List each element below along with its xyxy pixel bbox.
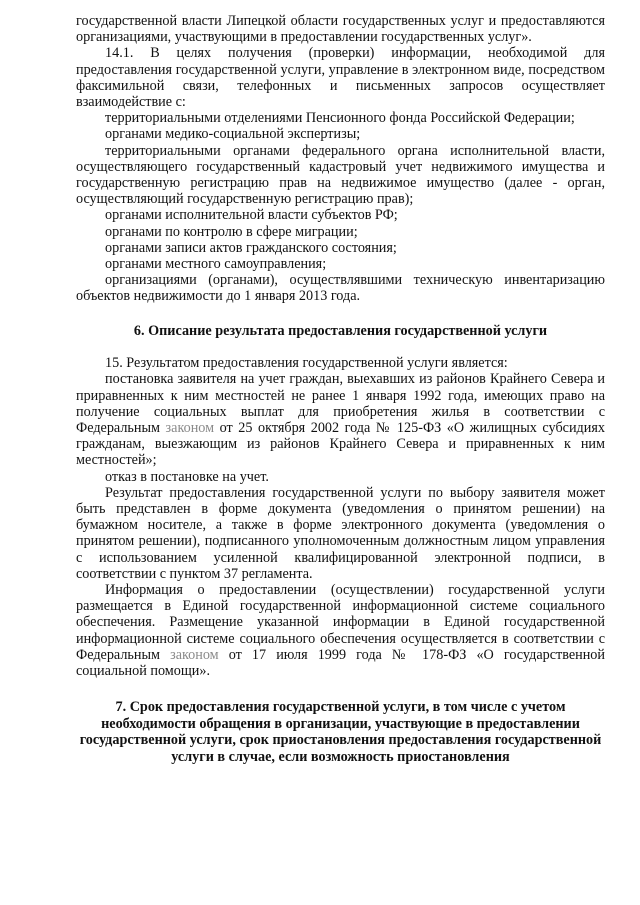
list-item-registration-authority: территориальными органами федерального органа исполнительной власти, осуществляющего государственный кадастровый учет недвижимого имущества и государственную регистрацию прав на недвижимое имущество (далее - орган, осуществляющий государственную регистрацию прав); [76, 142, 605, 208]
document-page [76, 13, 605, 765]
paragraph-15: 15. Результатом предоставления государственной услуги является: [105, 355, 508, 372]
section-heading-6: 6. Описание результата предоставления государственной услуги [133, 322, 548, 339]
paragraph-registration-result [76, 371, 605, 468]
list-item-civil-registry: органами записи актов гражданского состояния; [105, 239, 397, 256]
list-item-pension-fund: территориальными отделениями Пенсионного фонда Российской Федерации; [105, 110, 575, 127]
paragraph-text: от 17 июля 1999 года № 178-ФЗ «О государственной социальной помощи». [76, 646, 605, 680]
spacer [76, 339, 605, 355]
paragraph-text: постановка заявителя на учет граждан, выехавших из районов Крайнего Севера и приравненных к ним местностей не ранее 1 января 1992 года, имеющих право на получение социальных выплат для приобретения жилья в соответствии с Федеральным [76, 371, 605, 436]
list-item-migration-control: органами по контролю в сфере миграции; [105, 223, 358, 240]
spacer [76, 679, 605, 699]
paragraph-text: Информация о предоставлении (осуществлении) государственной услуги размещается в Единой государственной информационной системе социального обеспечения. Размещение указанной информации в Единой государственной информационной системе социального обеспечения осуществляется в соответствии с Федеральным [76, 582, 605, 663]
paragraph-egisso [76, 582, 605, 679]
paragraph-result-form: Результат предоставления государственной услуги по выбору заявителя может быть представлен в форме документа (уведомления о принятом решении) на бумажном носителе, а также в форме электронного документа (уведомления о принятом решении), подписанного уполномоченным должностным лицом управления с использованием усиленной квалифицированной электронной подписи, в соответствии с пунктом 37 регламента. [76, 484, 605, 582]
law-link-125-fz[interactable]: законом [165, 419, 215, 436]
list-item-technical-inventory: организациями (органами), осуществлявшими техническую инвентаризацию объектов недвижимости до 1 января 2013 года. [76, 272, 605, 305]
paragraph-refusal: отказ в постановке на учет. [105, 468, 269, 485]
spacer [76, 305, 605, 323]
list-item-local-government: органами местного самоуправления; [105, 256, 327, 273]
section-heading-7: 7. Срок предоставления государственной услуги, в том числе с учетом необходимости обращения в организации, участвующие в предоставлении государственной услуги, срок приостановления предоставления государственной услуги в случае, если возможность приостановления [79, 699, 602, 765]
paragraph-intro-continuation: государственной власти Липецкой области государственных услуг и предоставляются организациями, участвующими в предоставлении государственных услуг». [76, 13, 605, 46]
list-item-medical-expertise: органами медико-социальной экспертизы; [105, 126, 361, 143]
paragraph-14-1: 14.1. В целях получения (проверки) информации, необходимой для предоставления государственной услуги, управление в электронном виде, посредством факсимильной связи, телефонных и письменных запросов осуществляет взаимодействие с: [76, 45, 605, 111]
paragraph-text: от 25 октября 2002 года № 125-ФЗ «О жилищных субсидиях гражданам, выезжающим из районов Крайнего Севера и приравненных к ним местностей»; [76, 419, 605, 469]
law-link-178-fz[interactable]: законом [170, 646, 219, 663]
list-item-executive-authorities: органами исполнительной власти субъектов РФ; [105, 207, 398, 224]
